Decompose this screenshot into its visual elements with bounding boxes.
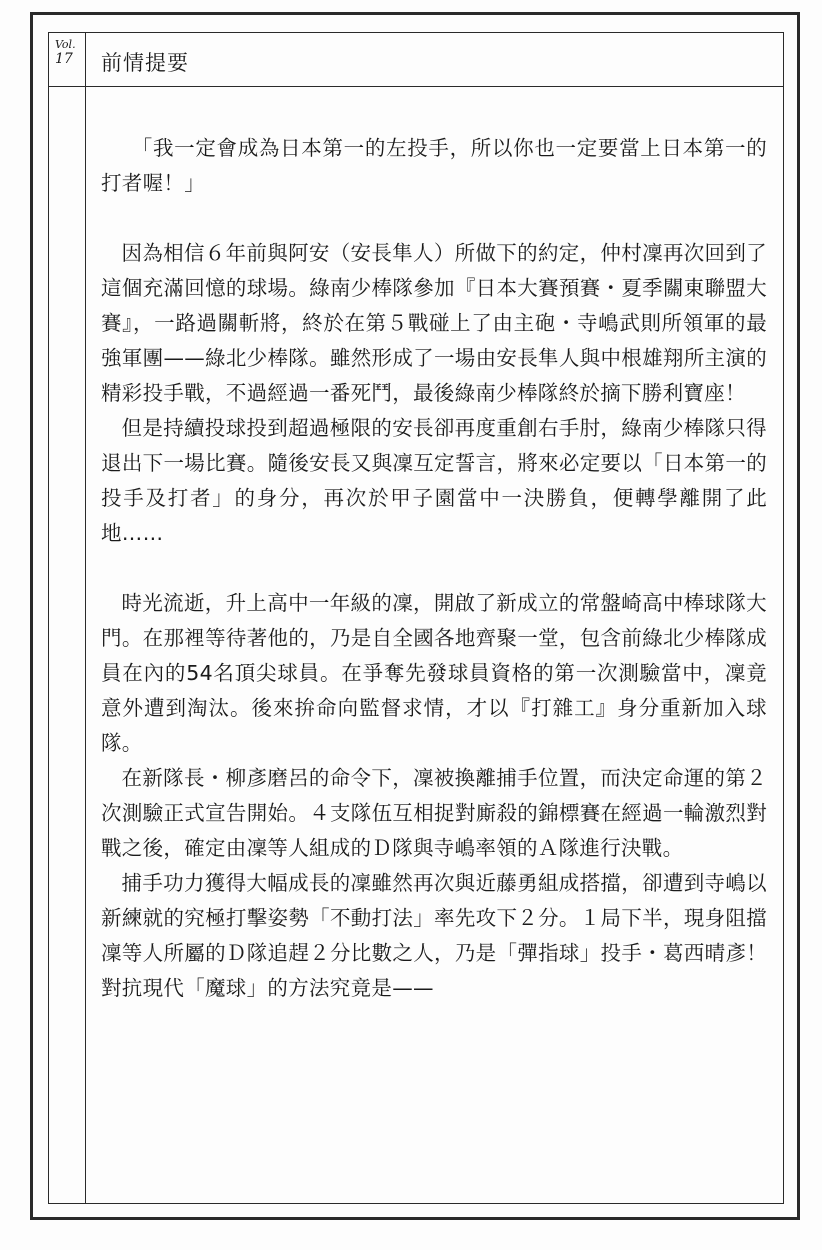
synopsis-paragraph: 因為相信６年前與阿安（安長隼人）所做下的約定，仲村凜再次回到了這個充滿回憶的球場。綠南少棒隊參加『日本大賽預賽・夏季關東聯盟大賽』，一路過關斬將，終於在第５戰碰上了由主砲・寺嶋武則所領軍的最強軍團——綠北少棒隊。雖然形成了一場由安長隼人與中根雄翔所主演的精彩投手戰，不過經過一番死鬥，最後綠南少棒隊終於摘下勝利寶座！ bbox=[101, 241, 767, 405]
page-title: 前情提要 bbox=[101, 51, 189, 75]
synopsis-paragraph: 捕手功力獲得大幅成長的凜雖然再次與近藤勇組成搭擋，卻遭到寺嶋以新練就的究極打擊姿勢「不動打法」率先攻下２分。１局下半，現身阻擋凜等人所屬的Ｄ隊追趕２分比數之人，乃是「彈指球」投手・葛西晴彥！對抗現代「魔球」的方法究竟是—— bbox=[101, 871, 767, 1000]
opening-quote: 「我一定會成為日本第一的左投手，所以你也一定要當上日本第一的打者喔！」 bbox=[101, 136, 767, 195]
section-gap bbox=[101, 201, 767, 236]
header-divider bbox=[49, 86, 783, 87]
volume-number: 17 bbox=[55, 51, 73, 67]
section-gap bbox=[101, 551, 767, 586]
synopsis-paragraph: 時光流逝，升上高中一年級的凜，開啟了新成立的常盤崎高中棒球隊大門。在那裡等待著他的，乃是自全國各地齊聚一堂，包含前綠北少棒隊成員在內的54名頂尖球員。在爭奪先發球員資格的第一次測驗當中，凜竟意外遭到淘汰。後來拚命向監督求情，才以『打雜工』身分重新加入球隊。 bbox=[101, 591, 767, 755]
volume-word: Vol. bbox=[55, 38, 76, 51]
outer-frame bbox=[30, 12, 800, 1220]
inner-frame bbox=[48, 32, 784, 1204]
margin-divider bbox=[85, 33, 86, 1203]
synopsis-body bbox=[101, 131, 767, 1006]
synopsis-paragraph: 但是持續投球投到超過極限的安長卻再度重創右手肘，綠南少棒隊只得退出下一場比賽。隨後安長又與凜互定誓言，將來必定要以「日本第一的投手及打者」的身分，再次於甲子園當中一決勝負，便轉學離開了此地…… bbox=[101, 416, 767, 545]
synopsis-paragraph: 在新隊長・柳彥磨呂的命令下，凜被換離捕手位置，而決定命運的第２次測驗正式宣告開始。４支隊伍互相捉對廝殺的錦標賽在經過一輪激烈對戰之後，確定由凜等人組成的Ｄ隊與寺嶋率領的Ａ隊進行決戰。 bbox=[101, 766, 767, 860]
volume-label bbox=[55, 39, 83, 66]
